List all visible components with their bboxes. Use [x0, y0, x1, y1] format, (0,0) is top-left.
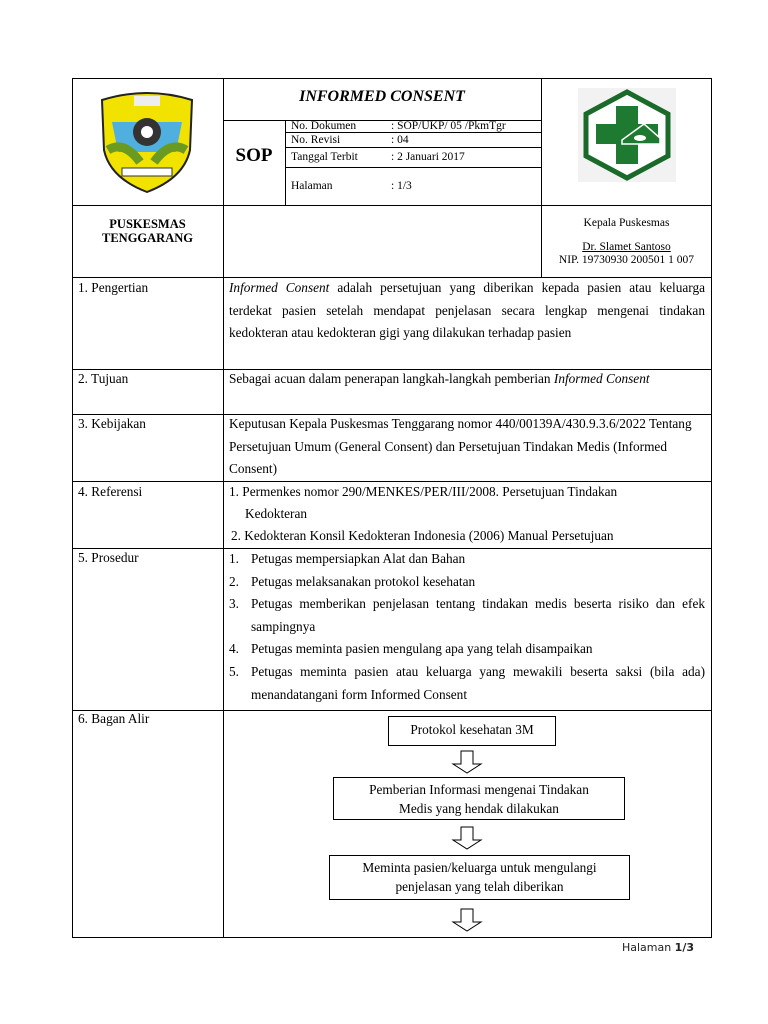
meta-value: : 1/3 — [391, 180, 412, 192]
meta-key: Halaman — [291, 180, 333, 192]
document-title: INFORMED CONSENT — [299, 88, 465, 105]
signer-title: Kepala Puskesmas — [583, 217, 670, 229]
footer-page: 1/3 — [674, 941, 694, 954]
section-label: 5. Prosedur — [78, 550, 139, 565]
meta-key: No. Revisi — [291, 134, 341, 146]
section-label: 4. Referensi — [78, 484, 143, 499]
referensi-item: 2. Kedokteran Konsil Kedokteran Indonesia (2006) Manual Persetujuan — [231, 528, 614, 543]
section-label: 3. Kebijakan — [78, 416, 146, 431]
kebijakan-text: Keputusan Kepala Puskesmas Tenggarang nomor 440/00139A/430.9.3.6/2022 Tentang Persetujuan Umum (General Consent) dan Persetujuan Tindakan Medis (Informed Consent) — [229, 416, 692, 477]
prosedur-item — [229, 548, 705, 571]
page-footer — [560, 941, 694, 954]
flow-step: Pemberian Informasi mengenai Tindakan Medis yang hendak dilakukan — [333, 777, 625, 820]
signer-nip: NIP. 19730930 200501 1 007 — [558, 254, 695, 266]
prosedur-item — [229, 571, 705, 594]
meta-value: : SOP/UKP/ 05 /PkmTgr — [391, 120, 506, 132]
tujuan-text — [229, 368, 705, 391]
text: Petugas melaksanakan protokol kesehatan — [251, 573, 476, 589]
arrow-down-icon — [449, 826, 485, 850]
arrow-down-icon — [449, 750, 485, 774]
regency-emblem-logo — [94, 90, 200, 194]
prosedur-item — [229, 638, 705, 661]
prosedur-item — [229, 661, 705, 706]
referensi-item: 1. Permenkes nomor 290/MENKES/PER/III/2008. Persetujuan Tindakan — [229, 484, 618, 499]
num: 4. — [229, 641, 239, 657]
org-name — [72, 217, 223, 245]
meta-key: No. Dokumen — [291, 120, 357, 132]
num: 2. — [229, 573, 239, 589]
term: Informed Consent — [553, 371, 650, 386]
text: Petugas meminta pasien atau keluarga yang mewakili beserta saksi (bila ada) menandatangani form Informed Consent — [251, 663, 705, 702]
text: Petugas mempersiapkan Alat dan Bahan — [251, 551, 466, 566]
meta-key: Tanggal Terbit — [291, 151, 358, 163]
meta-value: : 2 Januari 2017 — [391, 151, 465, 163]
text: Sebagai acuan dalam penerapan langkah-langkah pemberian — [229, 371, 554, 386]
puskesmas-logo — [578, 88, 676, 182]
sop-label: SOP — [235, 145, 273, 166]
prosedur-item — [229, 593, 705, 638]
org-line: PUSKESMAS — [109, 217, 186, 231]
num: 3. — [229, 596, 239, 612]
referensi-item: Kedokteran — [245, 506, 308, 521]
footer-prefix: Halaman — [621, 941, 675, 954]
section-label: 6. Bagan Alir — [78, 711, 150, 726]
section-label: 2. Tujuan — [78, 371, 129, 386]
pengertian-text — [229, 277, 705, 345]
flow-step: Meminta pasien/keluarga untuk mengulangi penjelasan yang telah diberikan — [329, 855, 630, 900]
signer-name: Dr. Slamet Santoso — [582, 241, 671, 253]
term: Informed Consent — [229, 280, 330, 295]
text: Petugas memberikan penjelasan tentang tindakan medis beserta risiko dan efek sampingnya — [251, 596, 705, 634]
flow-step: Protokol kesehatan 3M — [388, 716, 556, 746]
prosedur-list — [229, 548, 705, 706]
num: 1. — [229, 551, 239, 566]
org-line: TENGGARANG — [102, 231, 193, 245]
num: 5. — [229, 663, 239, 679]
text: Petugas meminta pasien mengulang apa yang telah disampaikan — [251, 641, 593, 657]
meta-value: : 04 — [391, 134, 409, 146]
arrow-down-icon — [449, 908, 485, 932]
section-label: 1. Pengertian — [78, 280, 149, 295]
text: adalah persetujuan yang diberikan kepada pasien atau keluarga terdekat pasien setelah mendapat penjelasan secara lengkap mengenai tindakan kedokteran atau kedokteran gigi yang dilakukan terhadap pasien — [229, 280, 705, 341]
